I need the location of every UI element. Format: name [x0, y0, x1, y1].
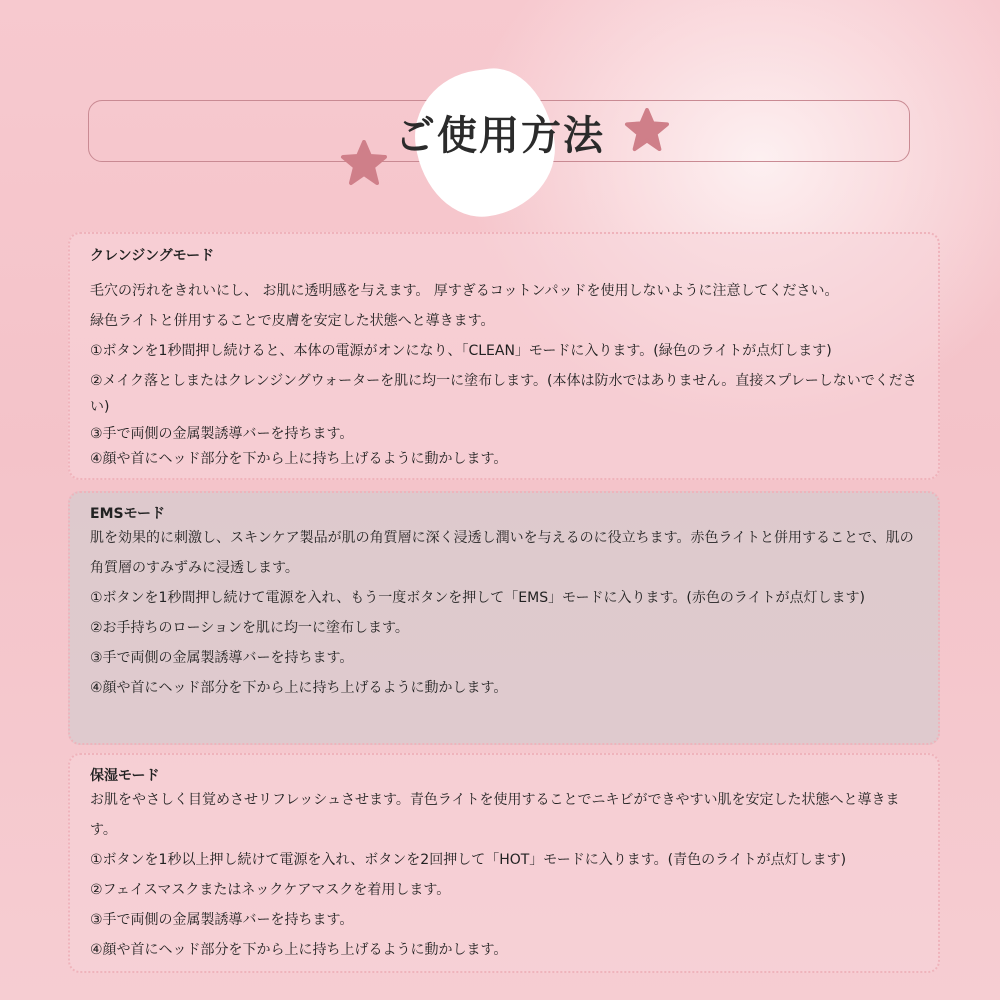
cleansing-mode-description-1: 毛穴の汚れをきれいにし、 お肌に透明感を与えます。 厚すぎるコットンパッドを使用しないように注意してください。 — [90, 283, 839, 299]
step-item: ②お手持ちのローションを肌に均一に塗布します。 — [90, 620, 409, 636]
moisturizing-mode-panel — [68, 753, 940, 973]
step-item: ④顔や首にヘッド部分を下から上に持ち上げるように動かします。 — [90, 680, 508, 696]
step-item: ②フェイスマスクまたはネックケアマスクを着用します。 — [90, 882, 451, 898]
step-item: ④顔や首にヘッド部分を下から上に持ち上げるように動かします。 — [90, 942, 508, 958]
step-item: ③手で両側の金属製誘導バーを持ちます。 — [90, 912, 354, 928]
moisturizing-mode-description: お肌をやさしく目覚めさせリフレッシュさせます。青色ライトを使用することでニキビができやすい肌を安定した状態へと導きます。 — [90, 792, 900, 838]
moisturizing-mode-heading: 保湿モード — [90, 768, 160, 784]
step-item: ①ボタンを1秒間押し続けると、本体の電源がオンになり、「CLEAN」モードに入ります。(緑色のライトが点灯します) — [90, 343, 832, 359]
step-item: ③手で両側の金属製誘導バーを持ちます。 — [90, 426, 354, 442]
step-item: ①ボタンを1秒間押し続けて電源を入れ、もう一度ボタンを押して「EMS」モードに入ります。(赤色のライトが点灯します) — [90, 590, 865, 606]
step-item: ③手で両側の金属製誘導バーを持ちます。 — [90, 650, 354, 666]
star-icon — [624, 108, 670, 152]
cleansing-mode-heading: クレンジングモード — [90, 248, 215, 264]
step-item: ②メイク落としまたはクレンジングウォーターを肌に均一に塗布します。(本体は防水ではありません。直接スプレーしないでください) — [90, 373, 917, 415]
page-title: ご使用方法 — [395, 112, 605, 159]
star-icon — [340, 140, 388, 186]
cleansing-mode-steps — [90, 336, 918, 472]
cleansing-mode-panel — [68, 232, 940, 480]
cleansing-mode-description-2: 緑色ライトと併用することで皮膚を安定した状態へと導きます。 — [90, 313, 495, 329]
step-item: ④顔や首にヘッド部分を下から上に持ち上げるように動かします。 — [90, 451, 508, 467]
step-item: ①ボタンを1秒以上押し続けて電源を入れ、ボタンを2回押して「HOT」モードに入ります。(青色のライトが点灯します) — [90, 852, 847, 868]
ems-mode-panel — [68, 491, 940, 745]
moisturizing-mode-steps — [90, 845, 918, 965]
ems-mode-steps — [90, 585, 918, 703]
ems-mode-description: 肌を効果的に刺激し、スキンケア製品が肌の角質層に深く浸透し潤いを与えるのに役立ちます。赤色ライトと併用することで、肌の角質層のすみずみに浸透します。 — [90, 530, 914, 576]
ems-mode-heading: EMSモード — [90, 506, 166, 522]
